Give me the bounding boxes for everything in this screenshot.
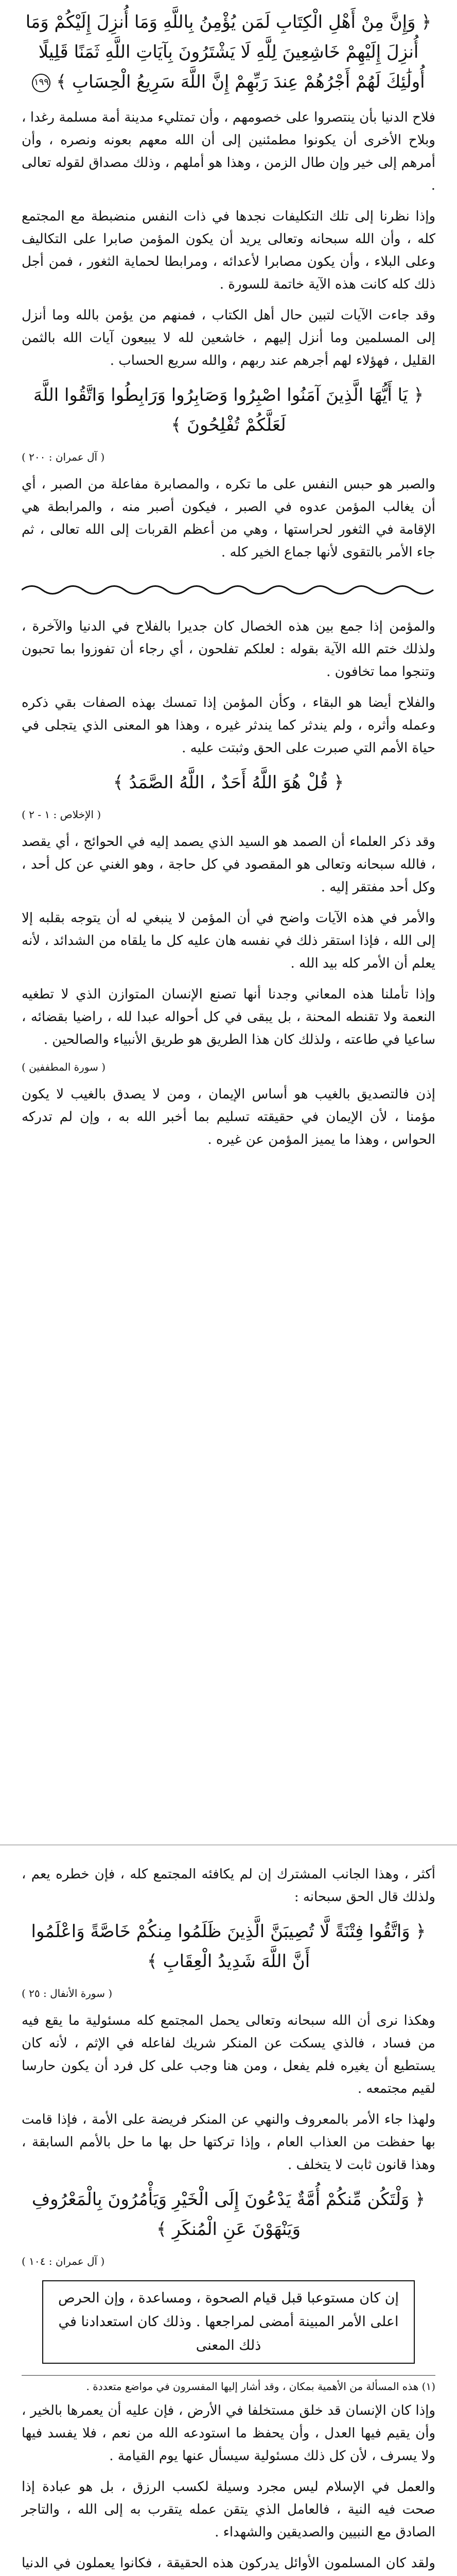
paragraph: والفلاح أيضا هو البقاء ، وكأن المؤمن إذا تمسك بهذه الصفات بقي ذكره وعمله وأثره ، ولم يندثر كما يندثر غيره ، وهذا هو المعنى الذي يتجلى في حياة الأمم التي صبرت على الحق وثبتت عليه . [22,695,435,756]
paragraph: وقد جاءت الآيات لتبين حال أهل الكتاب ، فمنهم من يؤمن بالله وما أنزل إلى المسلمين وما أنزل إليهم ، خاشعين لله لا يبيعون آيات الله بالثمن القليل ، فهؤلاء لهم أجرهم عند ربهم ، والله سريع الحساب . [22,308,435,368]
quran-verse: ﴿ قُلْ هُوَ اللَّهُ أَحَدٌ ، اللَّهُ الصَّمَدُ ﴾ [113,772,344,793]
verse-reference: ( الإخلاص : ١ - ٢ ) [22,808,101,821]
spacer [22,1845,435,1858]
paragraph: والأمر في هذه الآيات واضح في أن المؤمن لا ينبغي له أن يتوجه بقلبه إلا إلى الله ، فإذا استقر ذلك في نفسه هان عليه كل ما يلقاه من الشدائد ، لأنه يعلم أن الأمر كله بيد الله . [22,910,435,971]
verse-number-badge: ١٩٩ [32,74,50,92]
paragraph: والمؤمن إذا جمع بين هذه الخصال كان جديرا بالفلاح في الدنيا والآخرة ، ولذلك ختم الله الآية بقوله : لعلكم تفلحون ، أي رجاء أن تفوزوا بما تحبون وتنجوا مما تخافون . [22,619,435,680]
footnote: (١) هذه المسألة من الأهمية بمكان ، وقد أشار إليها المفسرون في مواضع متعددة . [22,2375,435,2394]
quran-verse: ﴿ يَا أَيُّهَا الَّذِينَ آمَنُوا اصْبِرُوا وَصَابِرُوا وَرَابِطُوا وَاتَّقُوا اللَّهَ لَعَلَّكُمْ تُفْلِحُونَ ﴾ [33,385,424,435]
paragraph: أكثر ، وهذا الجانب المشترك إن لم يكافئه المجتمع كله ، فإن خطره يعم ، ولذلك قال الحق سبحانه : [22,1867,435,1905]
boxed-note: إن كان مستوعبا قبل قيام الصحوة ، ومساعدة ، وإن الحرص اعلى الأمر المبينة أمضى لمراجعها . وذلك كان استعدادنا في ذلك المعنى [42,2280,415,2364]
paragraph: والعمل في الإسلام ليس مجرد وسيلة لكسب الرزق ، بل هو عبادة إذا صحت فيه النية ، فالعامل الذي يتقن عمله يتقرب به إلى الله ، والتاجر الصادق مع النبيين والصديقين والشهداء . [22,2479,435,2540]
verse-text: ﴿ وَإِنَّ مِنْ أَهْلِ الْكِتَابِ لَمَن يُؤْمِنُ بِاللَّهِ وَمَا أُنزِلَ إِلَيْكُمْ وَمَا أُنزِلَ إِلَيْهِمْ خَاشِعِينَ لِلَّهِ لَا يَشْتَرُونَ بِآيَاتِ اللَّهِ ثَمَنًا قَلِيلًا أُولَٰئِكَ لَهُمْ أَجْرُهُمْ عِندَ رَبِّهِمْ إِنَّ اللَّهَ سَرِيعُ الْحِسَابِ ﴾ [25,12,432,92]
quran-verse: ﴿ وَاتَّقُوا فِتْنَةً لَّا تُصِيبَنَّ الَّذِينَ ظَلَمُوا مِنكُمْ خَاصَّةً وَاعْلَمُوا أَنَّ اللَّهَ شَدِيدُ الْعِقَابِ ﴾ [31,1921,426,1972]
quran-verse: ﴿ وَلْتَكُن مِّنكُمْ أُمَّةٌ يَدْعُونَ إِلَى الْخَيْرِ وَيَأْمُرُونَ بِالْمَعْرُوفِ وَيَنْهَوْنَ عَنِ الْمُنكَرِ ﴾ [31,2189,426,2240]
paragraph: وإذا تأملنا هذه المعاني وجدنا أنها تصنع الإنسان المتوازن الذي لا تطغيه النعمة ولا تقنطه المحنة ، بل يبقى في كل أحواله عبدا لله ، راضيا بقضائه ، ساعيا في طاعته ، ولذلك كان هذا الطريق هو طريق الأنبياء والصالحين . [22,987,435,1047]
verse-reference: ( آل عمران : ٢٠٠ ) [22,451,105,463]
page-section-bottom [0,1844,457,2576]
verse-reference: ( آل عمران : ١٠٤ ) [22,2255,105,2267]
paragraph: وهكذا نرى أن الله سبحانه وتعالى يحمل المجتمع كله مسئولية ما يقع فيه من فساد ، فالذي يسكت عن المنكر شريك لفاعله في الإثم ، لأنه كان يستطيع أن يغيره فلم يفعل ، ومن هنا وجب على كل فرد أن يكون حارسا لقيم مجتمعه . [22,2013,435,2096]
paragraph: وإذا كان الإنسان قد خلق مستخلفا في الأرض ، فإن عليه أن يعمرها بالخير ، وأن يقيم فيها العدل ، وأن يحفظ ما استودعه الله من نعم ، فلا يفسد فيها ولا يسرف ، لأن كل ذلك مسئولية سيسأل عنها يوم القيامة . [22,2403,436,2464]
paragraph: ولهذا جاء الأمر بالمعروف والنهي عن المنكر فريضة على الأمة ، فإذا قامت بها حفظت من العذاب العام ، وإذا تركتها حل بها ما حل بالأمم السابقة ، وهذا قانون ثابت لا يتخلف . [22,2112,435,2173]
wavy-divider [22,581,435,599]
paragraph: فلاح الدنيا بأن ينتصروا على خصومهم ، وأن تمتليء مدينة أمة مسلمة رغدا ، وبلاح الأخرى أن يكونوا مطمئنين إلى أن الله معهم بعونه ونصره ، وأن أمرهم إلى خير وإن طال الزمن ، وهذا هو أملهم ، وذلك مصداق لقوله تعالى . [22,110,435,193]
paragraph: وقد ذكر العلماء أن الصمد هو السيد الذي يصمد إليه في الحوائج ، أي يقصد ، فالله سبحانه وتعالى هو المقصود في كل حاجة ، وهو الغني عن كل أحد ، وكل أحد مفتقر إليه . [22,834,435,895]
paragraph: ولقد كان المسلمون الأوائل يدركون هذه الحقيقة ، فكانوا يعملون في الدنيا [22,2555,435,2571]
verse-reference: ( سورة المطففين ) [22,1061,106,1073]
paragraph: والصبر هو حبس النفس على ما تكره ، والمصابرة مفاعلة من الصبر ، أي أن يغالب المؤمن عدوه في الصبر ، فيكون أصبر منه ، والمرابطة هي الإقامة في الثغور لحراستها ، وهي من أعظم القربات إلى الله تعالى ، ثم جاء الأمر بالتقوى لأنها جماع الخير كله . [22,477,435,560]
paragraph: وإذا نظرنا إلى تلك التكليفات نجدها في ذات النفس منضبطة مع المجتمع كله ، وأن الله سبحانه وتعالى يريد أن يكون المؤمن صابرا على التكاليف وعلى البلاء ، وأن يكون مصابرا لأعدائه ، ومرابطا لحماية الثغور ، فمن أجل ذلك كله كانت هذه الآية خاتمة للسورة . [22,209,435,292]
quran-verse [22,7,435,97]
verse-reference: ( سورة الأنفال : ٢٥ ) [22,1987,113,1999]
paragraph: إذن فالتصديق بالغيب هو أساس الإيمان ، ومن لا يصدق بالغيب لا يكون مؤمنا ، لأن الإيمان في حقيقته تسليم بما أخبر الله به ، وإن لم تدركه الحواس ، وهذا ما يميز المؤمن عن غيره . [22,1087,435,1147]
